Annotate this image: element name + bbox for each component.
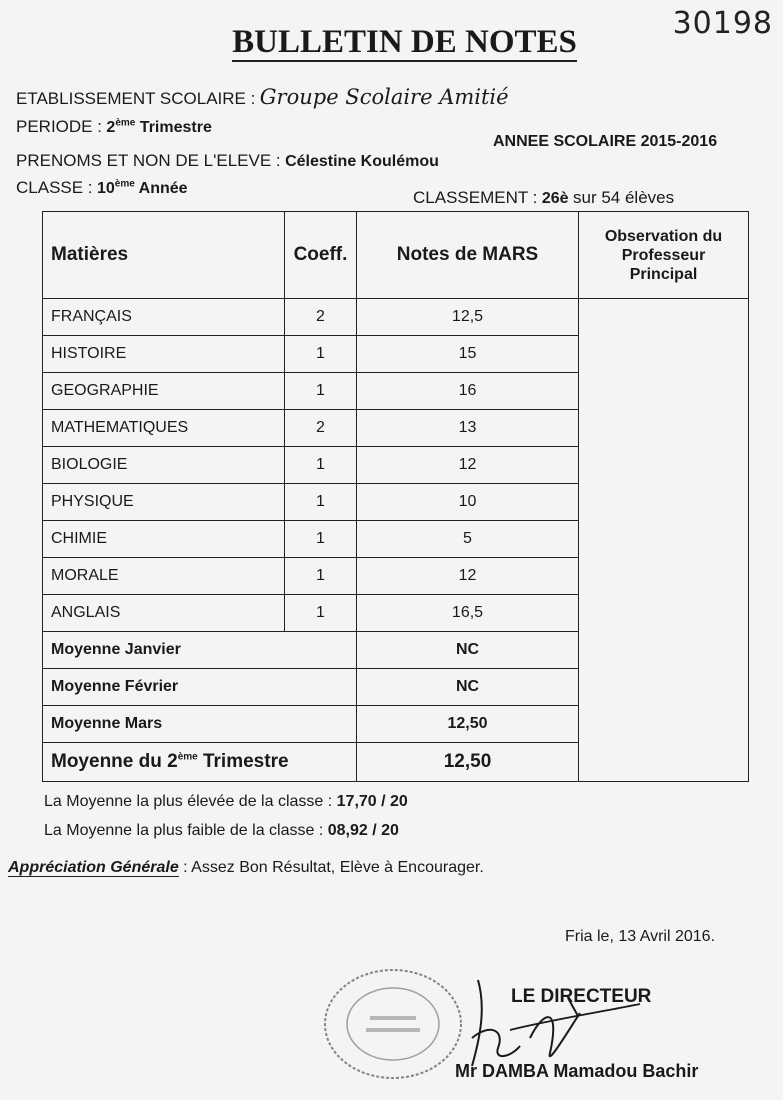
coef-cell: 1 bbox=[285, 521, 357, 558]
subject-cell: CHIMIE bbox=[43, 521, 285, 558]
note-cell: 12 bbox=[357, 447, 579, 484]
coef-cell: 1 bbox=[285, 373, 357, 410]
ranking-value: 26è bbox=[541, 190, 569, 207]
coef-cell: 1 bbox=[285, 447, 357, 484]
lowest-average-line bbox=[44, 822, 399, 840]
coef-cell: 1 bbox=[285, 558, 357, 595]
note-cell: 5 bbox=[357, 521, 579, 558]
ranking-line bbox=[413, 188, 674, 208]
note-cell: 10 bbox=[357, 484, 579, 521]
note-cell: 16 bbox=[357, 373, 579, 410]
note-cell: 13 bbox=[357, 410, 579, 447]
average-february-label: Moyenne Février bbox=[43, 669, 357, 706]
appreciation-line bbox=[8, 859, 484, 877]
class-label: CLASSE : bbox=[16, 178, 93, 197]
observation-cell bbox=[579, 299, 749, 782]
average-january-label: Moyenne Janvier bbox=[43, 632, 357, 669]
lowest-average-value: 08,92 / 20 bbox=[327, 822, 399, 839]
header-observation: Observation du Professeur Principal bbox=[579, 212, 749, 299]
highest-average-line bbox=[44, 793, 408, 811]
note-cell: 12 bbox=[357, 558, 579, 595]
highest-average-label: La Moyenne la plus élevée de la classe : bbox=[44, 793, 333, 810]
header-notes: Notes de MARS bbox=[357, 212, 579, 299]
highest-average-value: 17,70 / 20 bbox=[336, 793, 408, 810]
grades-table bbox=[42, 211, 749, 782]
director-signature-icon bbox=[450, 968, 650, 1078]
subject-cell: PHYSIQUE bbox=[43, 484, 285, 521]
subject-cell: FRANÇAIS bbox=[43, 299, 285, 336]
subject-cell: ANGLAIS bbox=[43, 595, 285, 632]
average-trimester-label: Moyenne du 2ème Trimestre bbox=[43, 743, 357, 782]
student-name: Célestine Koulémou bbox=[285, 153, 439, 170]
document-title: BULLETIN DE NOTES bbox=[232, 24, 577, 60]
school-year: ANNEE SCOLAIRE 2015-2016 bbox=[493, 133, 718, 150]
average-march-value: 12,50 bbox=[357, 706, 579, 743]
coef-cell: 2 bbox=[285, 410, 357, 447]
appreciation-label: Appréciation Générale bbox=[8, 859, 179, 876]
ranking-rest: sur 54 élèves bbox=[573, 188, 675, 207]
student-label: PRENOMS ET NON DE L'ELEVE : bbox=[16, 151, 281, 170]
school-label: ETABLISSEMENT SCOLAIRE : bbox=[16, 89, 256, 108]
period-value: 2ème Trimestre bbox=[106, 117, 212, 136]
period-label: PERIODE : bbox=[16, 117, 102, 136]
period-line bbox=[16, 117, 212, 137]
coef-cell: 1 bbox=[285, 336, 357, 373]
average-february-value: NC bbox=[357, 669, 579, 706]
header-subject: Matières bbox=[43, 212, 285, 299]
document-number: 30198 bbox=[672, 6, 773, 41]
subject-cell: GEOGRAPHIE bbox=[43, 373, 285, 410]
note-cell: 16,5 bbox=[357, 595, 579, 632]
average-march-label: Moyenne Mars bbox=[43, 706, 357, 743]
average-trimester-value: 12,50 bbox=[357, 743, 579, 782]
director-title: LE DIRECTEUR bbox=[511, 986, 652, 1007]
coef-cell: 2 bbox=[285, 299, 357, 336]
class-line bbox=[16, 178, 188, 198]
appreciation-text: : Assez Bon Résultat, Elève à Encourager. bbox=[183, 859, 484, 876]
ranking-label: CLASSEMENT : bbox=[413, 188, 538, 207]
student-line bbox=[16, 151, 439, 171]
header-coef: Coeff. bbox=[285, 212, 357, 299]
coef-cell: 1 bbox=[285, 484, 357, 521]
average-january-value: NC bbox=[357, 632, 579, 669]
table-header-row bbox=[43, 212, 749, 299]
subject-cell: BIOLOGIE bbox=[43, 447, 285, 484]
school-name: Groupe Scolaire Amitié bbox=[259, 85, 509, 109]
school-line bbox=[16, 85, 509, 109]
class-value: 10ème Année bbox=[97, 178, 188, 197]
subject-cell: MORALE bbox=[43, 558, 285, 595]
subject-cell: MATHEMATIQUES bbox=[43, 410, 285, 447]
lowest-average-label: La Moyenne la plus faible de la classe : bbox=[44, 822, 324, 839]
school-stamp-icon bbox=[318, 964, 468, 1084]
note-cell: 12,5 bbox=[357, 299, 579, 336]
issue-date: Fria le, 13 Avril 2016. bbox=[565, 928, 716, 945]
coef-cell: 1 bbox=[285, 595, 357, 632]
subject-cell: HISTOIRE bbox=[43, 336, 285, 373]
table-row bbox=[43, 299, 749, 336]
note-cell: 15 bbox=[357, 336, 579, 373]
director-name: Mr DAMBA Mamadou Bachir bbox=[455, 1061, 699, 1081]
